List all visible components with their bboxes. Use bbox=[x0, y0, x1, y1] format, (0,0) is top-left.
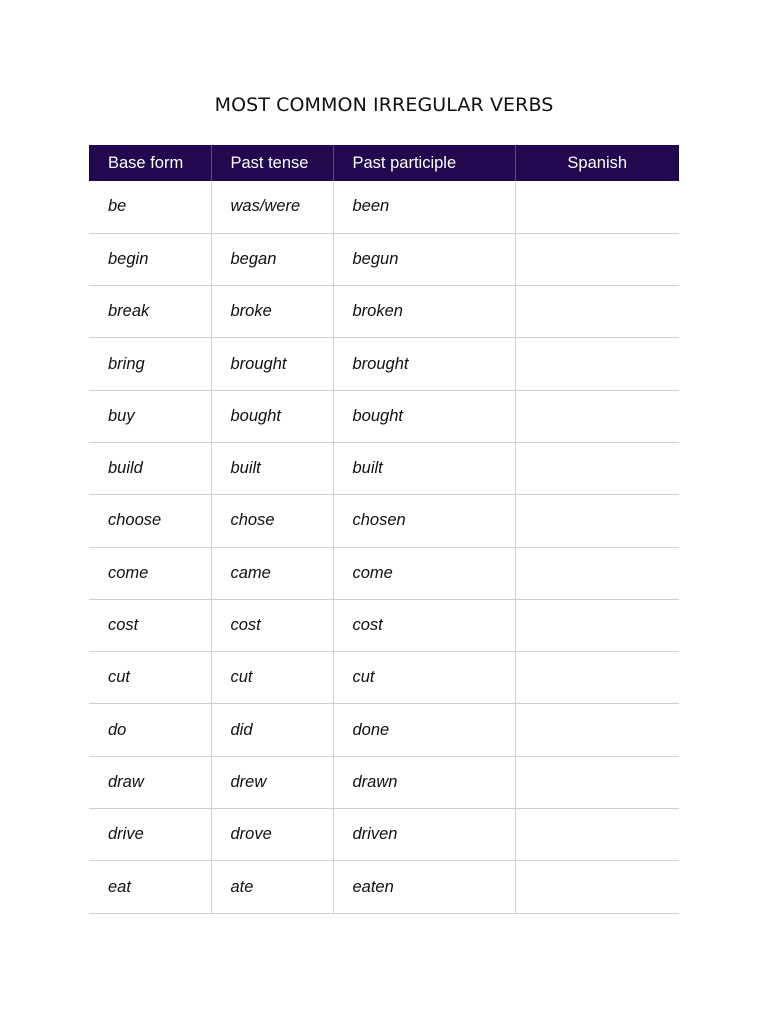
spanish-cell bbox=[515, 547, 679, 599]
table-header bbox=[89, 145, 679, 181]
table-row bbox=[89, 704, 679, 756]
base-form-cell: break bbox=[89, 286, 211, 338]
base-form-cell: eat bbox=[89, 861, 211, 913]
past-participle-cell: eaten bbox=[333, 861, 515, 913]
base-form-cell: cut bbox=[89, 652, 211, 704]
past-tense-cell: chose bbox=[211, 495, 333, 547]
table-row bbox=[89, 442, 679, 494]
table-row bbox=[89, 861, 679, 913]
past-tense-cell: began bbox=[211, 233, 333, 285]
table-row bbox=[89, 547, 679, 599]
past-participle-cell: begun bbox=[333, 233, 515, 285]
spanish-cell bbox=[515, 704, 679, 756]
past-participle-cell: drawn bbox=[333, 756, 515, 808]
spanish-cell bbox=[515, 181, 679, 233]
past-participle-cell: cut bbox=[333, 652, 515, 704]
table-row bbox=[89, 286, 679, 338]
past-participle-cell: done bbox=[333, 704, 515, 756]
past-participle-cell: brought bbox=[333, 338, 515, 390]
header-base-form: Base form bbox=[89, 145, 211, 181]
past-tense-cell: cut bbox=[211, 652, 333, 704]
past-tense-cell: bought bbox=[211, 390, 333, 442]
past-tense-cell: drew bbox=[211, 756, 333, 808]
header-past-participle: Past participle bbox=[333, 145, 515, 181]
base-form-cell: bring bbox=[89, 338, 211, 390]
past-tense-cell: built bbox=[211, 442, 333, 494]
base-form-cell: buy bbox=[89, 390, 211, 442]
table-row bbox=[89, 599, 679, 651]
past-participle-cell: bought bbox=[333, 390, 515, 442]
table-row bbox=[89, 495, 679, 547]
spanish-cell bbox=[515, 233, 679, 285]
spanish-cell bbox=[515, 861, 679, 913]
spanish-cell bbox=[515, 652, 679, 704]
past-tense-cell: came bbox=[211, 547, 333, 599]
base-form-cell: choose bbox=[89, 495, 211, 547]
table-row bbox=[89, 338, 679, 390]
base-form-cell: be bbox=[89, 181, 211, 233]
base-form-cell: begin bbox=[89, 233, 211, 285]
past-tense-cell: drove bbox=[211, 809, 333, 861]
past-tense-cell: was/were bbox=[211, 181, 333, 233]
spanish-cell bbox=[515, 286, 679, 338]
spanish-cell bbox=[515, 756, 679, 808]
spanish-cell bbox=[515, 390, 679, 442]
base-form-cell: build bbox=[89, 442, 211, 494]
page-title: MOST COMMON IRREGULAR VERBS bbox=[214, 94, 554, 116]
spanish-cell bbox=[515, 599, 679, 651]
header-spanish: Spanish bbox=[515, 145, 679, 181]
base-form-cell: draw bbox=[89, 756, 211, 808]
past-tense-cell: ate bbox=[211, 861, 333, 913]
base-form-cell: cost bbox=[89, 599, 211, 651]
past-participle-cell: come bbox=[333, 547, 515, 599]
spanish-cell bbox=[515, 495, 679, 547]
past-tense-cell: broke bbox=[211, 286, 333, 338]
past-participle-cell: been bbox=[333, 181, 515, 233]
past-participle-cell: built bbox=[333, 442, 515, 494]
base-form-cell: do bbox=[89, 704, 211, 756]
spanish-cell bbox=[515, 442, 679, 494]
spanish-cell bbox=[515, 338, 679, 390]
table-row bbox=[89, 233, 679, 285]
spanish-cell bbox=[515, 809, 679, 861]
table-row bbox=[89, 390, 679, 442]
table-row bbox=[89, 652, 679, 704]
table-body bbox=[89, 181, 679, 913]
header-row bbox=[89, 145, 679, 181]
past-participle-cell: driven bbox=[333, 809, 515, 861]
past-tense-cell: brought bbox=[211, 338, 333, 390]
table-row bbox=[89, 756, 679, 808]
header-past-tense: Past tense bbox=[211, 145, 333, 181]
past-participle-cell: cost bbox=[333, 599, 515, 651]
past-tense-cell: cost bbox=[211, 599, 333, 651]
base-form-cell: drive bbox=[89, 809, 211, 861]
past-tense-cell: did bbox=[211, 704, 333, 756]
base-form-cell: come bbox=[89, 547, 211, 599]
table-row bbox=[89, 809, 679, 861]
table-row bbox=[89, 181, 679, 233]
past-participle-cell: chosen bbox=[333, 495, 515, 547]
past-participle-cell: broken bbox=[333, 286, 515, 338]
irregular-verbs-table bbox=[89, 145, 679, 914]
